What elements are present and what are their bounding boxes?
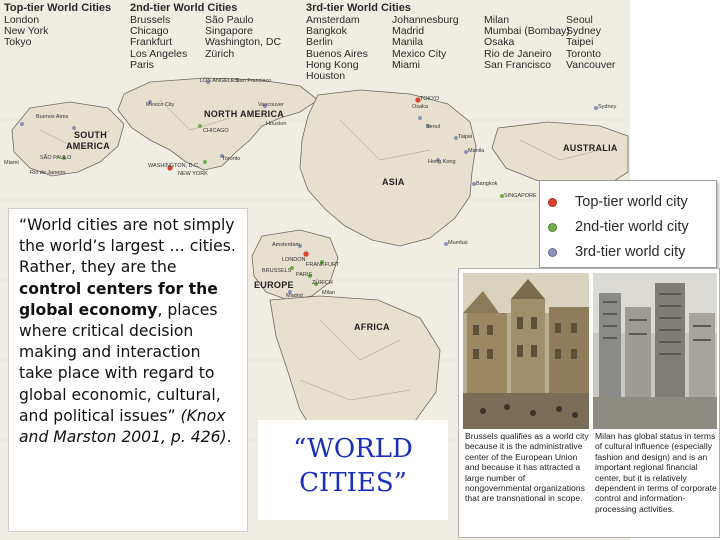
tier1-city: New York (4, 25, 49, 38)
map-city-label: Hong Kong (428, 159, 456, 165)
tier3-city: Toronto (566, 47, 602, 60)
asia-shape (300, 90, 476, 246)
map-city-label: NEW YORK (178, 171, 208, 177)
city-dot (198, 124, 202, 128)
map-city-label: PARIS (296, 272, 313, 278)
tier2-city: Chicago (130, 25, 169, 38)
australia-shape (492, 122, 628, 188)
slide-title (258, 420, 448, 520)
tier3-col2 (392, 15, 459, 71)
map-legend (539, 180, 717, 268)
map-city-label: LOS ANGELES (200, 78, 239, 84)
tier2-city: Los Angeles (130, 47, 188, 60)
map-city-label: Toronto (222, 156, 241, 162)
tier3-city: Hong Kong (306, 58, 359, 71)
tier2-heading: 2nd-tier World Cities (130, 2, 238, 14)
city-dot (303, 251, 308, 256)
map-city-label: LONDON (282, 257, 306, 263)
continent-label-south-america: SOUTH (74, 130, 107, 140)
tier3-city: Rio de Janeiro (484, 47, 552, 60)
tier3-city: Amsterdam (306, 14, 360, 26)
tier2-city: Singapore (205, 25, 253, 38)
tier2-city: Zürich (205, 47, 235, 60)
tier3-table (306, 2, 616, 83)
tier1-heading: Top-tier World Cities (4, 2, 112, 14)
milan-caption: Milan has global status in terms of cultural influence (especially fashion and design) and is an important regional financial center, but it is relatively dependent in terms of corporate control and information-processing activities. (595, 431, 717, 514)
legend-swatch (548, 248, 557, 257)
legend-label: Top-tier world city (575, 194, 688, 210)
map-city-label: Bangkok (476, 181, 498, 187)
map-city-label: SÃO PAULO (40, 155, 72, 161)
map-city-label: Mexico City (146, 102, 175, 108)
continent-label-africa: AFRICA (354, 322, 390, 332)
quote-part2: , places where critical decision making and interaction take place with regard to global economic, cultural, and political issues” (19, 300, 221, 425)
map-city-label: SINGAPORE (504, 193, 537, 199)
city-dot (418, 116, 422, 120)
tier3-city: Taipei (566, 36, 594, 49)
map-city-label: CHICAGO (203, 128, 229, 134)
map-city-label: WASHINGTON, D.C. (148, 163, 200, 169)
quote-box (8, 208, 248, 532)
tier3-city: Bangkok (306, 25, 347, 38)
tier3-city: Osaka (484, 36, 515, 49)
continent-label-asia: ASIA (382, 177, 405, 187)
quote-text (19, 215, 239, 448)
tier1-city: Tokyo (4, 36, 32, 49)
city-dot (20, 122, 24, 126)
map-city-label: Madrid (286, 293, 303, 299)
legend-label: 2nd-tier world city (575, 219, 689, 235)
map-city-label: Taipei (458, 134, 473, 140)
title-line-1: “WORLD (293, 434, 413, 464)
map-city-label: Osaka (412, 104, 428, 110)
tier3-city: Milan (484, 14, 510, 26)
continent-label-south-america: AMERICA (66, 141, 111, 151)
tier3-city: Seoul (566, 14, 593, 26)
tier3-city: Manila (392, 36, 423, 49)
legend-item-top-tier (548, 192, 688, 212)
photo-card (458, 268, 720, 538)
city-dot (203, 160, 207, 164)
map-city-label: FRANKFURT (306, 262, 340, 268)
map-city-label: Manila (468, 148, 485, 154)
quote-end: . (226, 428, 232, 447)
brussels-photo-image (463, 273, 589, 429)
tier3-city: San Francisco (484, 58, 552, 71)
tier3-city: Vancouver (566, 58, 616, 71)
tier2-table (130, 2, 282, 71)
map-city-label: Milan (322, 290, 336, 296)
map-city-label: Mumbai (448, 240, 468, 246)
quote-citation: (Knox and Marston 2001, p. 426) (19, 406, 227, 447)
legend-swatch (548, 198, 557, 207)
tier3-city: Miami (392, 58, 420, 71)
tier1-city: London (4, 14, 40, 26)
tier2-city: São Paulo (205, 14, 254, 26)
continent-label-australia: AUSTRALIA (563, 143, 618, 153)
tier3-city: Mexico City (392, 47, 447, 60)
map-city-label: Seoul (426, 124, 441, 130)
brussels-photo (463, 273, 589, 429)
tier2-city: Brussels (130, 14, 171, 26)
legend-item-3rd-tier (548, 242, 685, 262)
brussels-caption: Brussels qualifies as a world city because it is the administrative center of the European Union and because it has attracted a large number of nongovernmental organizations that are transnational in scope. (465, 431, 589, 504)
legend-label: 3rd-tier world city (575, 244, 686, 260)
quote-emphasis: control centers for the global economy (19, 279, 218, 319)
tier3-col4 (566, 15, 615, 71)
tier1-table (4, 2, 111, 49)
tier3-city: Houston (306, 70, 346, 83)
tier2-col1 (130, 15, 187, 71)
map-city-label: TOKYO (420, 96, 440, 102)
tier2-city: Paris (130, 58, 154, 71)
map-city-label: Miami (4, 160, 19, 166)
map-city-label: Houston (266, 121, 287, 127)
tier3-col1 (306, 15, 368, 82)
tier3-heading: 3rd-tier World Cities (306, 2, 411, 14)
tier3-city: Madrid (392, 25, 425, 38)
legend-item-2nd-tier (548, 217, 689, 237)
tier2-city: Frankfurt (130, 36, 173, 49)
map-city-label: BRUSSELS (262, 268, 292, 274)
legend-swatch (548, 223, 557, 232)
map-city-label: Sydney (598, 104, 617, 110)
continent-label-north-america: NORTH AMERICA (204, 109, 285, 119)
tier3-city: Berlin (306, 36, 333, 49)
map-city-label: San Francisco (236, 78, 272, 84)
tier3-city: Mumbai (Bombay) (484, 25, 570, 38)
continent-label-europe: EUROPE (254, 280, 294, 290)
tier2-city: Washington, DC (205, 36, 282, 49)
map-city-label: Vancouver (258, 102, 284, 108)
tier2-col2 (205, 15, 281, 60)
map-city-label: ZÜRICH (312, 280, 333, 286)
title-line-2: CITIES” (299, 468, 407, 498)
tier3-col3 (484, 15, 570, 71)
north-america-shape (118, 78, 318, 170)
map-city-label: Buenos Aires (36, 114, 69, 120)
tier3-city: Sydney (566, 25, 602, 38)
map-city-label: Rio de Janeiro (30, 170, 66, 176)
quote-part1: “World cities are not simply the world’s largest … cities. Rather, they are the (19, 216, 236, 277)
milan-photo (593, 273, 717, 429)
tier3-city: Johannesburg (392, 14, 459, 26)
map-city-label: Amsterdam (272, 242, 301, 248)
milan-photo-image (593, 273, 717, 429)
tier3-city: Buenos Aires (306, 47, 368, 60)
